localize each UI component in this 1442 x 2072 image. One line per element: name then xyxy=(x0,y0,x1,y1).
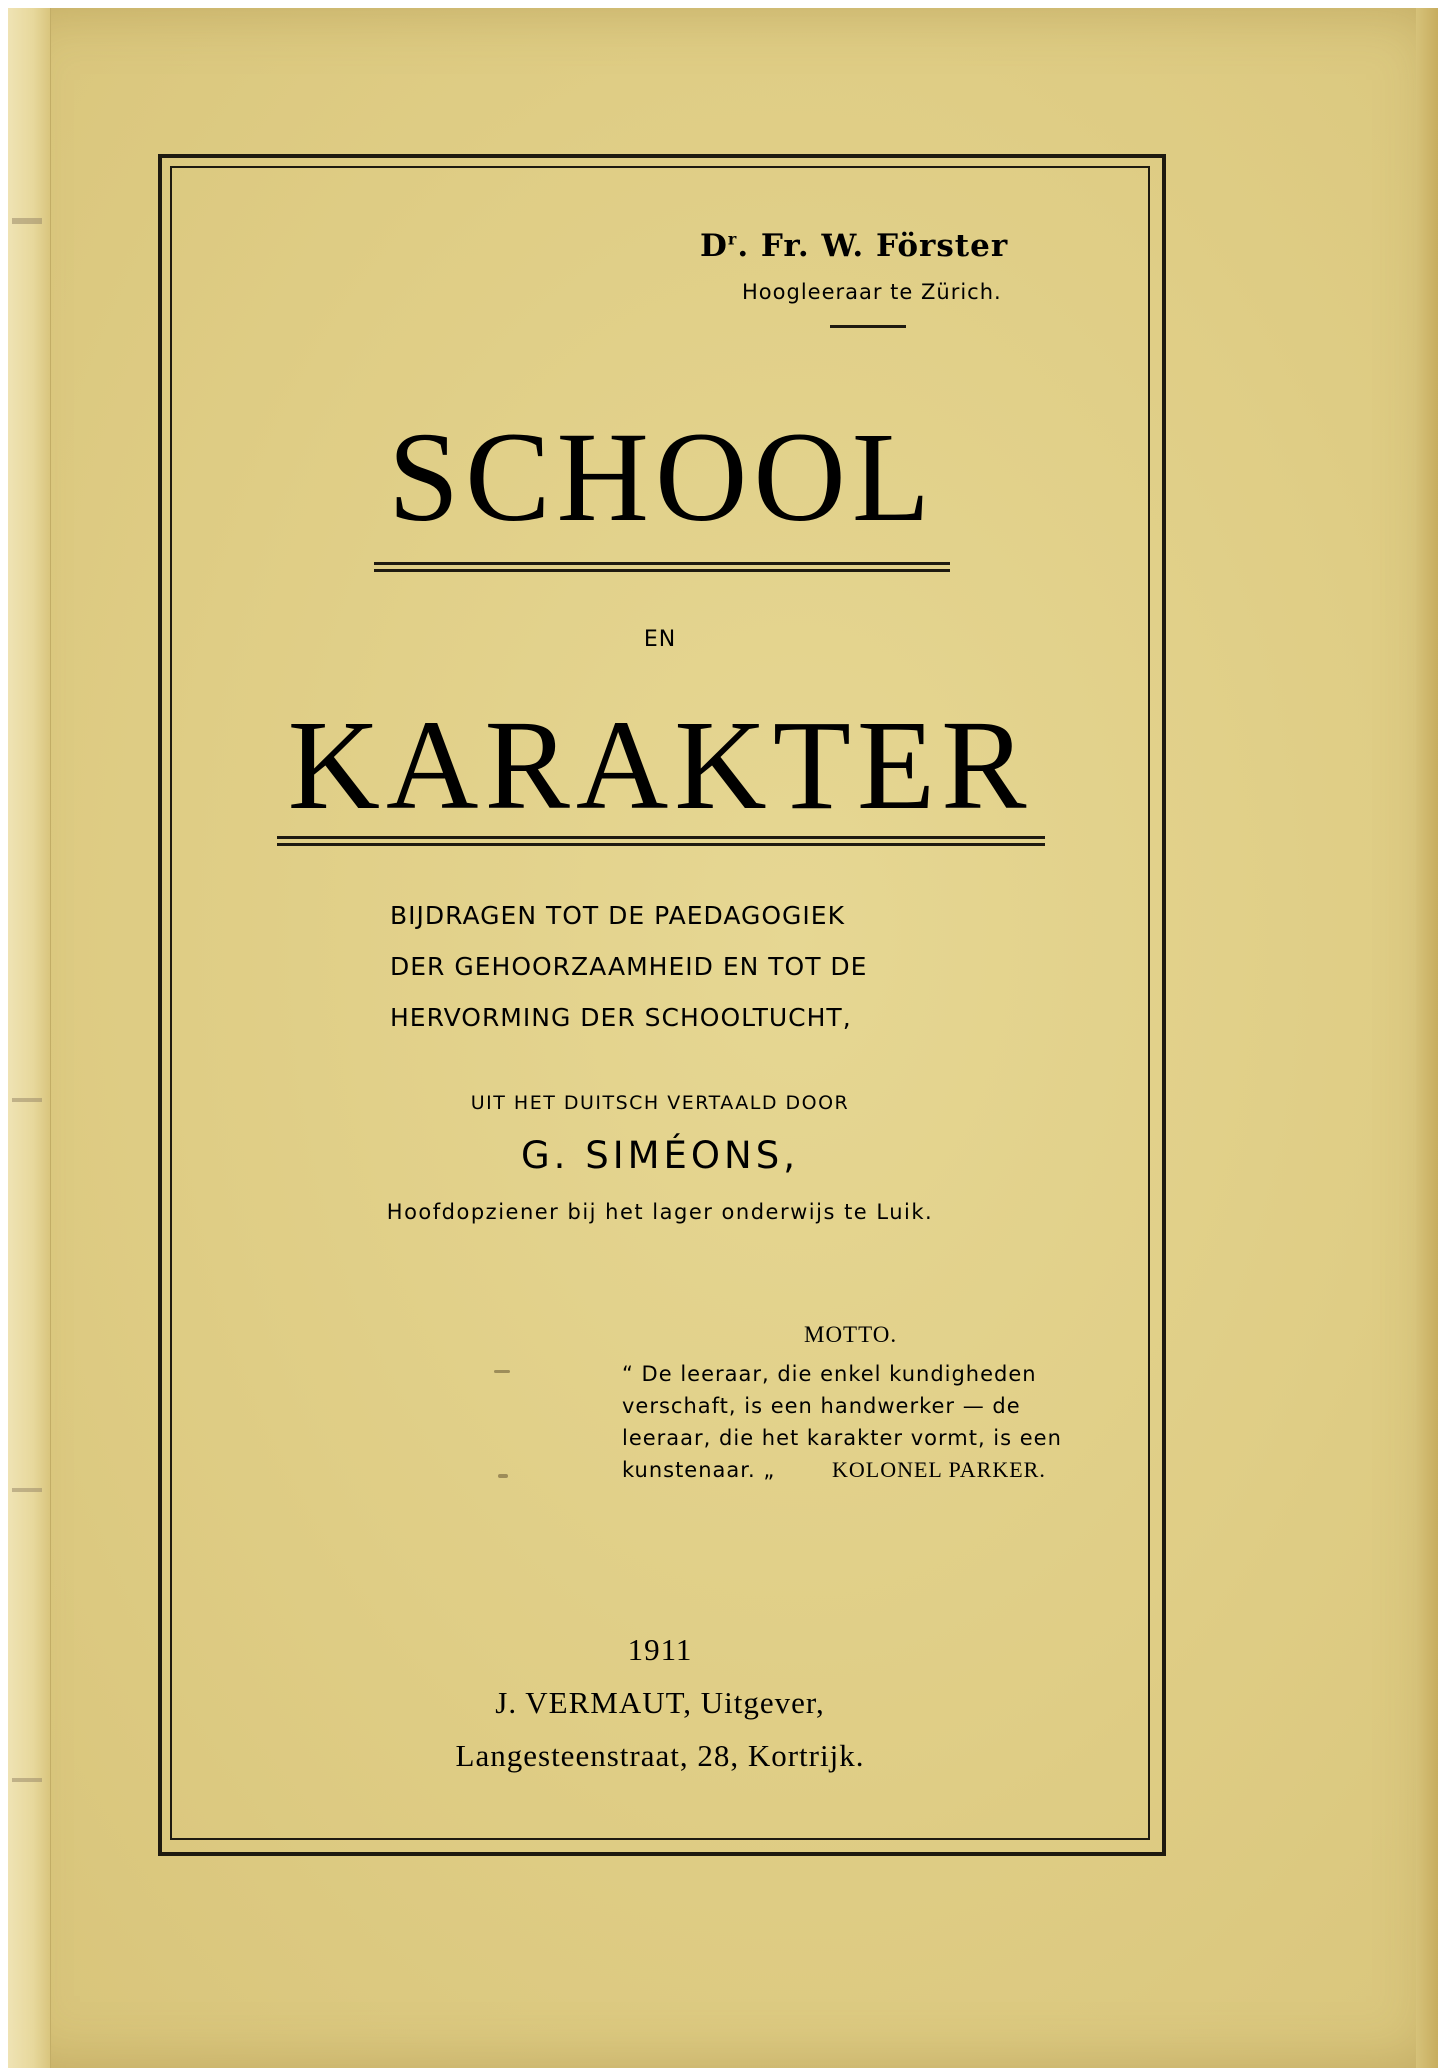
title-conjunction: EN xyxy=(643,627,677,652)
author-divider xyxy=(830,325,906,328)
spine-mark xyxy=(12,1488,42,1492)
title-school: SCHOOL xyxy=(387,406,937,548)
author-title: Hoogleeraar te Zürich. xyxy=(742,280,1002,304)
publisher: J. VERMAUT, Uitgever, xyxy=(495,1685,825,1720)
motto-line: kunstenaar. „ xyxy=(622,1458,776,1482)
spine-mark xyxy=(12,1098,42,1102)
title-rule xyxy=(277,836,1045,846)
motto-attribution: KOLONEL PARKER. xyxy=(832,1457,1046,1482)
spine-mark xyxy=(12,218,42,224)
page-edge xyxy=(1416,8,1438,2068)
motto-line: leeraar, die het karakter vormt, is een xyxy=(622,1426,1062,1450)
publication-year: 1911 xyxy=(627,1632,693,1667)
subtitle-line: BIJDRAGEN TOT DE PAEDAGOGIEK xyxy=(390,901,845,930)
publisher-address: Langesteenstraat, 28, Kortrijk. xyxy=(455,1738,865,1773)
subtitle xyxy=(390,890,867,1043)
spine-mark xyxy=(12,1778,42,1782)
title-rule xyxy=(374,562,950,572)
motto-line: verschaft, is een handwerker — de xyxy=(622,1394,1021,1418)
translator-name: G. SIMÉONS, xyxy=(521,1134,799,1177)
author-name: $D^r$. Fr. W. Förster xyxy=(700,228,1009,264)
subtitle-line: DER GEHOORZAAMHEID EN TOT DE xyxy=(390,952,868,981)
book-spine xyxy=(8,8,51,2068)
title-karakter: KARAKTER xyxy=(287,694,1033,836)
subtitle-line: HERVORMING DER SCHOOLTUCHT, xyxy=(390,1003,852,1032)
motto-heading: MOTTO. xyxy=(804,1322,898,1347)
translated-by: UIT HET DUITSCH VERTAALD DOOR xyxy=(470,1092,850,1114)
translator-title: Hoofdopziener bij het lager onderwijs te Luik. xyxy=(386,1200,934,1224)
motto-line: “ De leeraar, die enkel kundigheden xyxy=(622,1362,1037,1386)
